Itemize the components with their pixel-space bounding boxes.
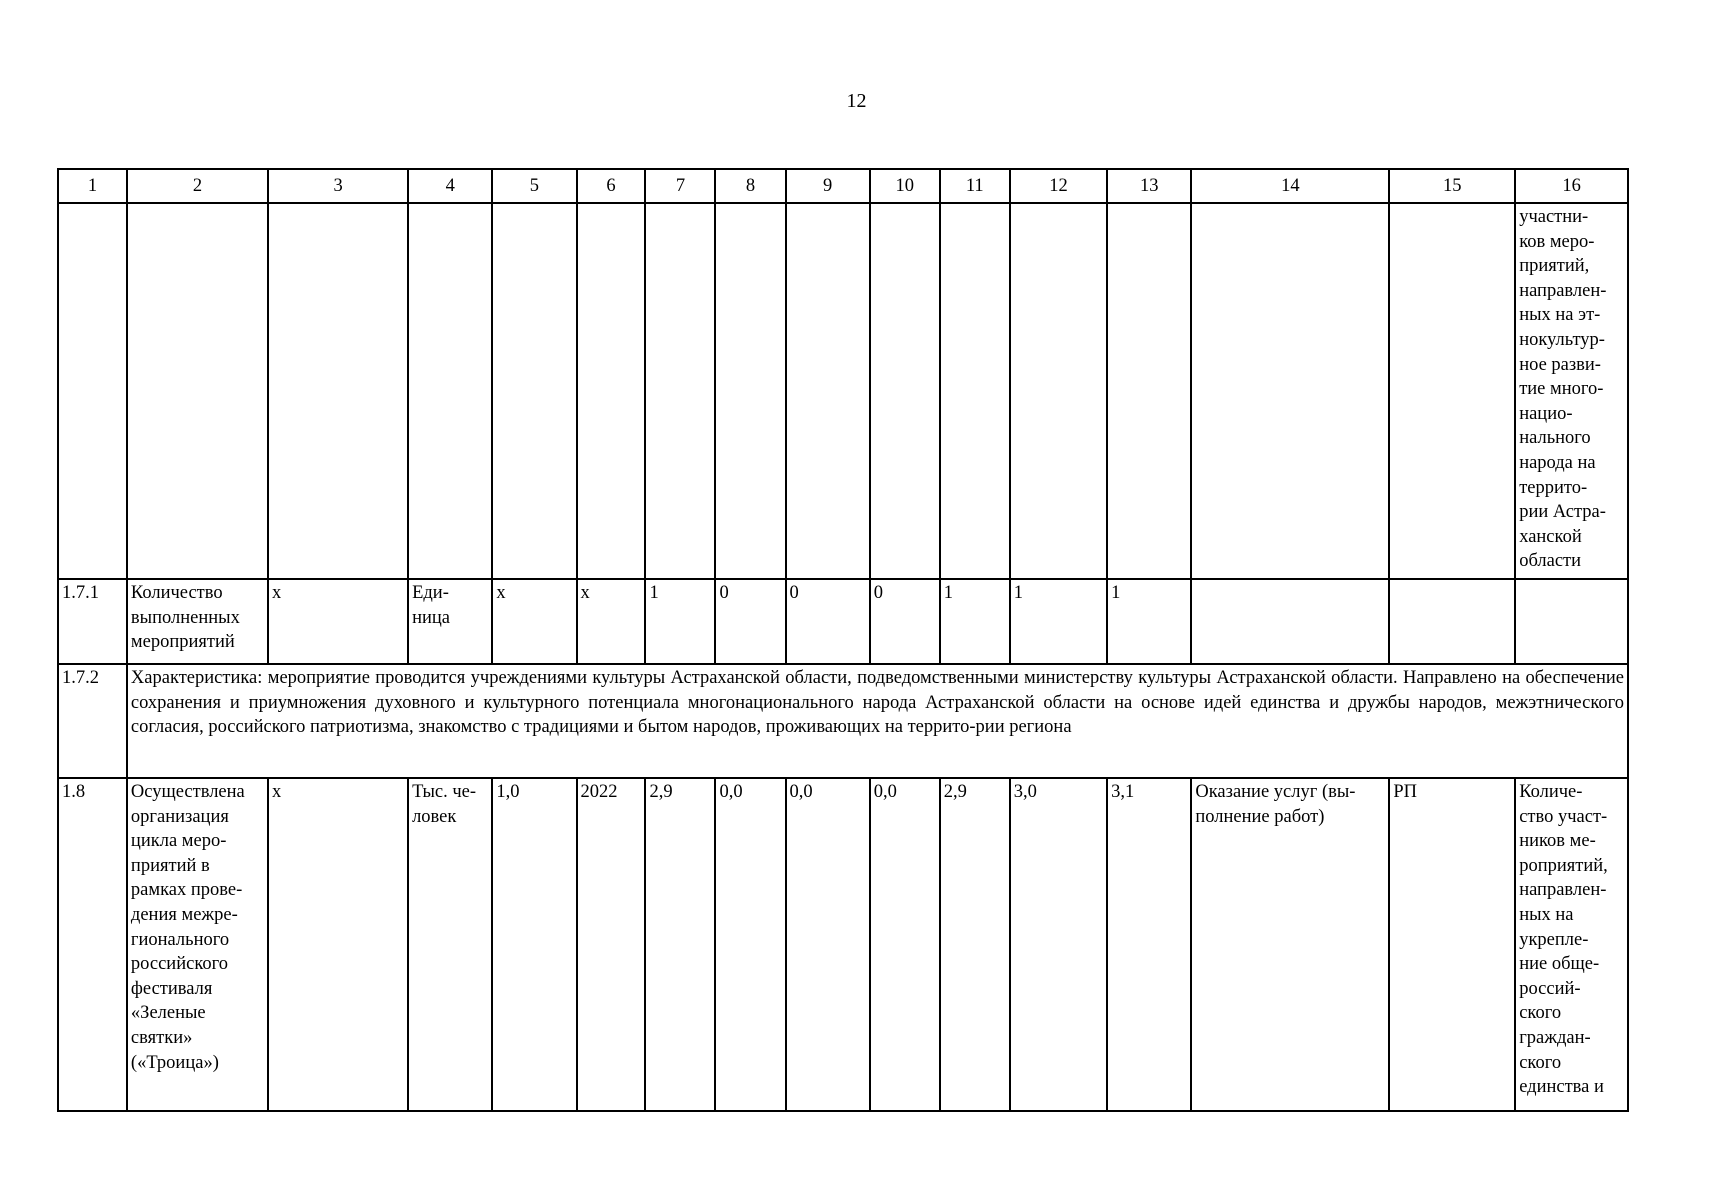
table-cell xyxy=(940,203,1010,579)
table-row-1-8 xyxy=(58,778,1628,1111)
indicator-description-cell: участни- ков меро- приятий, направлен- ных на эт- нокультур- ное разви- тие много- нацио- нального народа на террито- рии Астра- ханской области xyxy=(1515,203,1628,579)
table-cell xyxy=(645,203,715,579)
table-cell xyxy=(786,203,870,579)
indicator-name-cell: Количество выполненных мероприятий xyxy=(127,579,268,664)
table-cell xyxy=(577,203,646,579)
table-cell: 3,1 xyxy=(1107,778,1191,1111)
table-cell xyxy=(1107,203,1191,579)
table-cell: 2,9 xyxy=(940,778,1010,1111)
table-cell xyxy=(1515,579,1628,664)
table-cell: 0 xyxy=(786,579,870,664)
column-number: 14 xyxy=(1191,169,1389,203)
table-cell: 0 xyxy=(870,579,940,664)
table-cell xyxy=(1191,579,1389,664)
table-cell xyxy=(1010,203,1107,579)
table-cell xyxy=(408,203,492,579)
table-cell: х xyxy=(492,579,576,664)
table-cell: х xyxy=(268,778,408,1111)
table-cell: 1 xyxy=(940,579,1010,664)
table-row-1-7-1 xyxy=(58,579,1628,664)
table-row-1-7-2 xyxy=(58,664,1628,778)
column-number: 16 xyxy=(1515,169,1628,203)
column-number: 4 xyxy=(408,169,492,203)
unit-cell: Еди- ница xyxy=(408,579,492,664)
table-cell xyxy=(715,203,785,579)
table-cell xyxy=(492,203,576,579)
table-cell: 0 xyxy=(715,579,785,664)
table-cell: 2022 xyxy=(577,778,646,1111)
indicator-description-cell: Количе- ство участ- ников ме- роприятий, направлен- ных на укрепле- ние обще- россий- ского граждан- ского единства и xyxy=(1515,778,1628,1111)
column-number: 12 xyxy=(1010,169,1107,203)
table-cell xyxy=(58,203,127,579)
page-number: 12 xyxy=(846,90,867,112)
column-number: 3 xyxy=(268,169,408,203)
table-cell: 1 xyxy=(1010,579,1107,664)
column-number-row xyxy=(58,169,1628,203)
column-number: 13 xyxy=(1107,169,1191,203)
column-number: 10 xyxy=(870,169,940,203)
column-number: 2 xyxy=(127,169,268,203)
table-cell: 1 xyxy=(645,579,715,664)
table-cell: 3,0 xyxy=(1010,778,1107,1111)
continuation-row xyxy=(58,203,1628,579)
measures-table xyxy=(57,168,1629,1112)
column-number: 6 xyxy=(577,169,646,203)
table-cell: 0,0 xyxy=(786,778,870,1111)
table-cell: 2,9 xyxy=(645,778,715,1111)
column-number: 11 xyxy=(940,169,1010,203)
row-number-cell: 1.7.2 xyxy=(58,664,127,778)
column-number: 15 xyxy=(1389,169,1515,203)
column-number: 5 xyxy=(492,169,576,203)
column-number: 1 xyxy=(58,169,127,203)
characteristic-description: Характеристика: мероприятие проводится учреждениями культуры Астраханской области, подведомственными министерству культуры Астраханской области. Направлено на обеспечение сохранения и приумножения духовного и культурного потенциала многонационального народа Астраханской области на основе идей единства и дружбы народов, межэтнического согласия, российского патриотизма, знакомство с традициями и бытом народов, проживающих на террито-рии региона xyxy=(127,664,1628,778)
table-cell: 0,0 xyxy=(715,778,785,1111)
table-cell xyxy=(1389,203,1515,579)
table-cell: х xyxy=(577,579,646,664)
table-cell xyxy=(1389,579,1515,664)
column-number: 8 xyxy=(715,169,785,203)
row-number-cell: 1.7.1 xyxy=(58,579,127,664)
unit-cell: Тыс. че- ловек xyxy=(408,778,492,1111)
table-cell: 1,0 xyxy=(492,778,576,1111)
table-cell xyxy=(1191,203,1389,579)
table-cell xyxy=(268,203,408,579)
table-cell xyxy=(127,203,268,579)
table-cell: х xyxy=(268,579,408,664)
column-number: 7 xyxy=(645,169,715,203)
table-cell xyxy=(870,203,940,579)
indicator-name-cell: Осуществлена организация цикла меро- приятий в рамках прове- дения межре- гионального российского фестиваля «Зеленые святки» («Троица») xyxy=(127,778,268,1111)
column-number: 9 xyxy=(786,169,870,203)
service-type-cell: Оказание услуг (вы- полнение работ) xyxy=(1191,778,1389,1111)
table-cell: РП xyxy=(1389,778,1515,1111)
table-cell: 1 xyxy=(1107,579,1191,664)
row-number-cell: 1.8 xyxy=(58,778,127,1111)
table-cell: 0,0 xyxy=(870,778,940,1111)
